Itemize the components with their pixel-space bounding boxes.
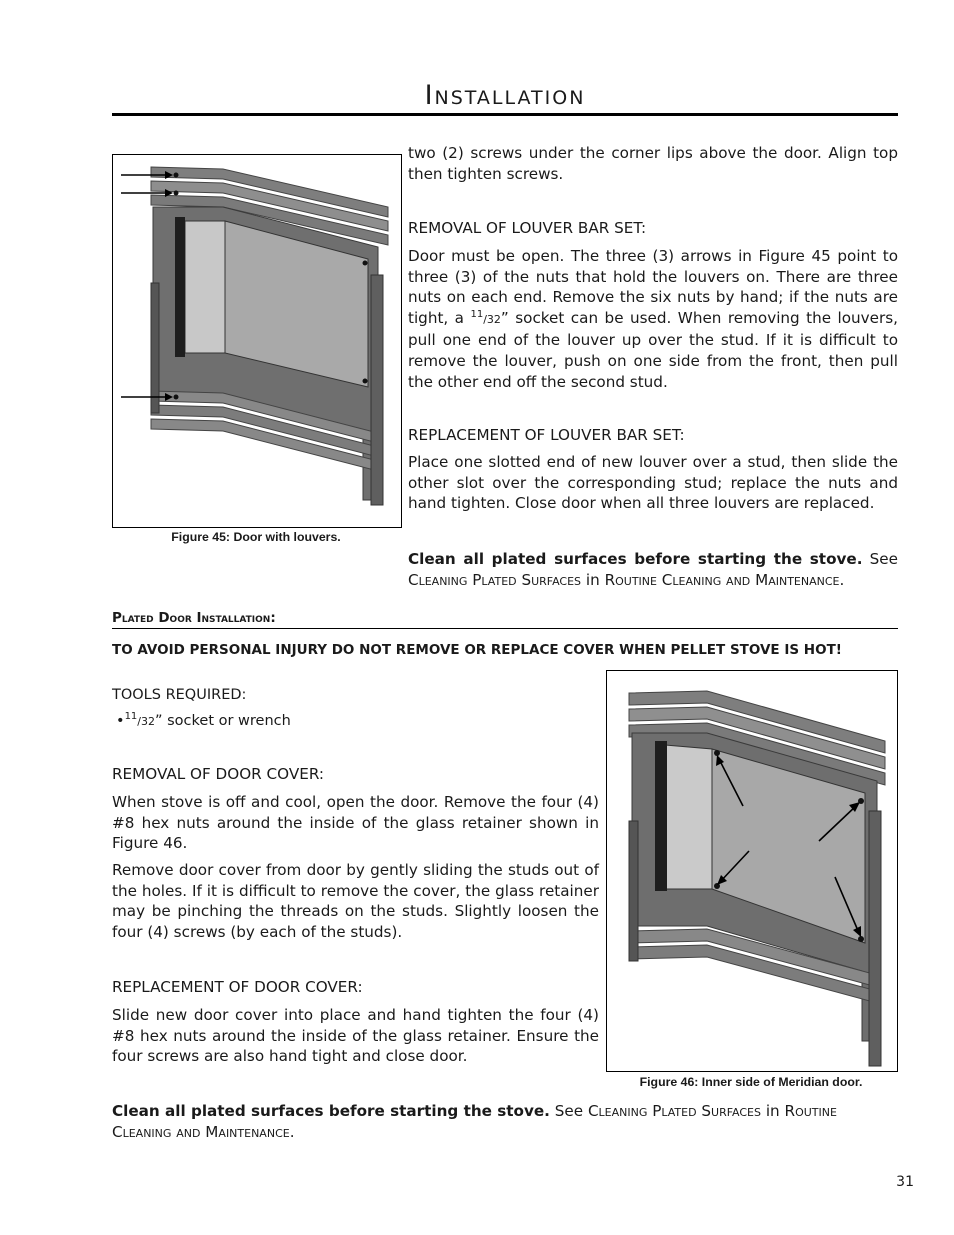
title-rule: [112, 113, 898, 116]
replacement-cover-text: Slide new door cover into place and hand tighten the four (4) #8 hex nuts around the inside of the glass retainer. Ensure the four screws are also hand tight and close door.: [112, 1006, 599, 1066]
clean-notice-bottom: Clean all plated surfaces before starting the stove. See Cleaning Plated Surfaces in Routine Cleaning and Maintenance.: [112, 1102, 837, 1141]
figure-45-caption: Figure 45: Door with louvers.: [171, 530, 341, 544]
replacement-cover-heading: REPLACEMENT OF DOOR COVER:: [112, 978, 363, 996]
door-with-louvers-illustration: [113, 155, 401, 527]
tool-item: •$^{11}$/32” socket or wrench: [116, 711, 291, 729]
intro-paragraph: two (2) screws under the corner lips above the door. Align top then tighten screws.: [408, 144, 898, 183]
page-title: Installation: [424, 80, 586, 111]
removal-cover-p2: Remove door cover from door by gently sliding the studs out of the holes. If it is difficult to remove the cover, the glass retainer may be pinching the threads on the studs. Slightly loosen the four (4) screws (by each of the studs).: [112, 861, 599, 941]
page-number: 31: [896, 1174, 914, 1190]
replacement-louver-heading: REPLACEMENT OF LOUVER BAR SET:: [408, 426, 685, 444]
figure-45: [112, 154, 402, 528]
section-rule: [112, 628, 898, 629]
replacement-louver-text: Place one slotted end of new louver over a stud, then slide the other slot over the corresponding stud; replace the nuts and hand tighten. Close door when all three louvers are replaced.: [408, 453, 898, 513]
removal-cover-heading: REMOVAL OF DOOR COVER:: [112, 765, 325, 783]
clean-notice-top: Clean all plated surfaces before starting the stove. See Cleaning Plated Surfaces in Routine Cleaning and Maintenance.: [408, 550, 898, 589]
figure-46: [606, 670, 898, 1072]
tools-heading: TOOLS REQUIRED:: [112, 687, 247, 703]
warning-text: TO AVOID PERSONAL INJURY DO NOT REMOVE OR REPLACE COVER WHEN PELLET STOVE IS HOT!: [112, 642, 842, 658]
plated-door-heading: Plated Door Installation:: [112, 610, 276, 626]
bullet-icon: •: [116, 713, 125, 729]
removal-cover-p1: When stove is off and cool, open the door. Remove the four (4) #8 hex nuts around the inside of the glass retainer shown in Figure 46.: [112, 793, 599, 853]
removal-louver-heading: REMOVAL OF LOUVER BAR SET:: [408, 219, 647, 237]
figure-46-caption: Figure 46: Inner side of Meridian door.: [639, 1075, 863, 1089]
removal-louver-text: Door must be open. The three (3) arrows in Figure 45 point to three (3) of the nuts that hold the louvers on. There are three nuts on each end. Remove the six nuts by hand; if the nuts are tight, a $^{11}$/32” socket can be used. When removing the louvers, pull one end of the louver up over the stud. If it is difficult to remove the louver, push on one side from the front, then pull the other end off the second stud.: [408, 247, 898, 391]
meridian-door-inner-illustration: [607, 671, 897, 1071]
